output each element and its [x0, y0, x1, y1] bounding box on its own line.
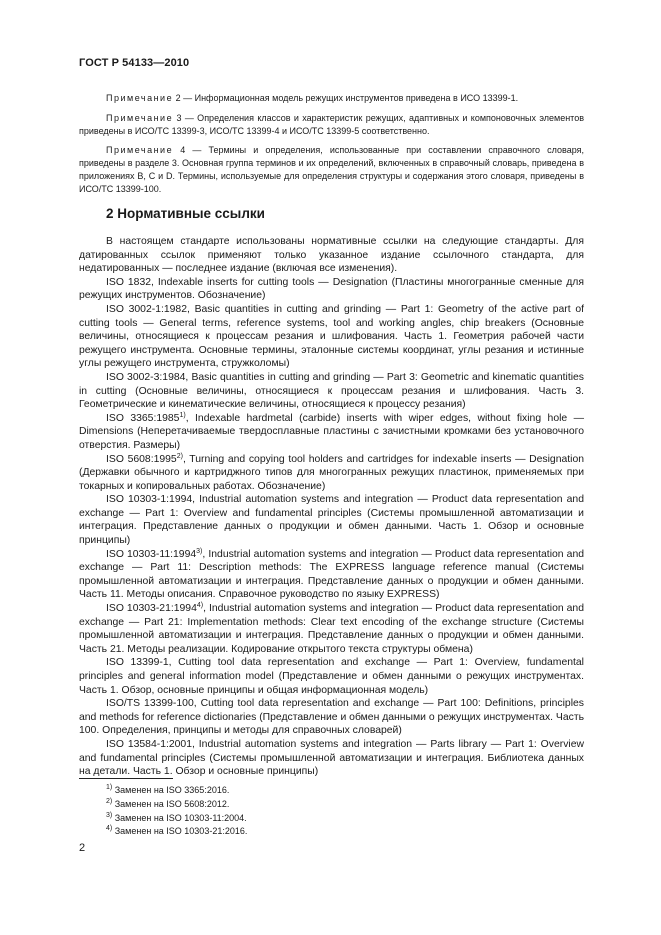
document-header: ГОСТ Р 54133—2010 — [79, 57, 190, 69]
reference-item: ISO 10303-1:1994, Industrial automation systems and integration — Product data representation and exchange — Part 1: Overview and fundamental principles (Системы промышленной автоматизации и интеграция. Представление данных о продукции и обмен данными. Часть 1. Обзор и основные принципы) — [79, 494, 584, 547]
references-body — [79, 235, 584, 779]
note — [79, 112, 584, 138]
note-text: 2 — Информационная модель режущих инструментов приведена в ИСО 13399-1. — [173, 93, 519, 103]
note-label: Примечание — [106, 145, 174, 156]
reference-item — [79, 548, 584, 602]
reference-text: , Turning and copying tool holders and cartridges for indexable inserts — Designation (Державки обычного и картриджного типов для многогранных режущих пластинок, применяемых при токарных и копировальных работах. Обозначение) — [79, 453, 585, 492]
note — [79, 92, 584, 105]
note-label: Примечание — [106, 112, 174, 123]
footnote-mark: 2) — [106, 797, 113, 805]
footnote-ref[interactable]: 4) — [196, 602, 204, 610]
footnote — [106, 812, 247, 826]
reference-item: ISO 13399-1, Cutting tool data representation and exchange — Part 1: Overview, fundamental principles and general information model (Представление и обмен данными о режущих инструментах. Часть 1. Обзор, основные принципы и общая информационная модель) — [79, 657, 584, 696]
note-label: Примечание — [106, 93, 174, 103]
reference-item: ISO 1832, Indexable inserts for cutting tools — Designation (Пластины многогранные сменные для режущих инструментов. Обозначение) — [79, 276, 584, 302]
footnote — [106, 784, 247, 798]
note-text: 3 — Определения классов и характеристик режущих, адаптивных и компоновочных элементов приведены в ИСО/ТС 13399-3, ИСО/ТС 13399-4 и ИСО/ТС 13399-5 соответственно. — [79, 112, 584, 136]
footnotes — [106, 784, 247, 839]
section-title: 2 Нормативные ссылки — [106, 206, 265, 221]
footnote — [106, 825, 247, 839]
page-number: 2 — [79, 842, 86, 854]
reference-item — [79, 412, 584, 453]
footnote-mark: 3) — [106, 811, 113, 819]
reference-code: ISO 5608:1995 — [106, 453, 177, 465]
footnote-mark: 1) — [106, 784, 113, 791]
note — [79, 144, 584, 195]
reference-item: ISO 3002-1:1982, Basic quantities in cutting and grinding — Part 1: Geometry of the active part of cutting tools — General terms, reference systems, tool and working angles, chip breakers (Основные величины, относящиеся к процессам резания и шлифования. Часть 1. Геометрия рабочей части режущего инструмента. Основные термины, эталонные системы координат, углы резания и истинные углы режущего инструмента, стружколомы) — [79, 303, 584, 370]
reference-item: ISO/TS 13399-100, Cutting tool data representation and exchange — Part 100: Definitions, principles and methods for reference dictionaries (Представление и обмен данными о режущих инструментах. Часть 100. Определения, принципы и методы для справочных словарей) — [79, 698, 584, 737]
footnote-ref[interactable]: 3) — [196, 547, 203, 555]
footnote-text: Заменен на ISO 10303-11:2004. — [112, 812, 247, 823]
reference-text: , Indexable hardmetal (carbide) inserts with wiper edges, without fixing hole — Dimensions (Неперетачиваемые твердосплавные пластины с зачистными кромками без установочного отверстия. Размеры) — [79, 412, 585, 451]
reference-item: ISO 3002-3:1984, Basic quantities in cutting and grinding — Part 3: Geometric and kinematic quantities in cutting (Основные величины, относящиеся к процессам резания и шлифования. Часть 3. Геометрические и кинематические величины, относящиеся к процессу резания) — [79, 371, 584, 411]
footnote-divider — [79, 778, 173, 779]
footnote-mark: 4) — [106, 825, 113, 833]
footnote-ref[interactable]: 1) — [179, 411, 186, 419]
reference-code: ISO 10303-11:1994 — [106, 548, 197, 560]
reference-code: ISO 10303-21:1994 — [106, 603, 197, 615]
note-text: 4 — Термины и определения, использованные при составлении справочного словаря, приведены в разделе 3. Основная группа терминов и их определений, включенных в справочный словарь, приведена в приложениях B, C и D. Термины, используемые для определения структуры и содержания этого словаря, приведены в ИСО/ТС 13399-100. — [79, 145, 584, 194]
reference-item: ISO 13584-1:2001, Industrial automation systems and integration — Parts library — Part 1: Overview and fundamental principles (Системы промышленной автоматизации и интеграция. Библиотека данных на детали. Часть 1. Обзор и основные принципы) — [79, 738, 584, 778]
footnote — [106, 798, 247, 812]
reference-code: ISO 3365:1985 — [106, 412, 180, 424]
footnote-text: Заменен на ISO 10303-21:2016. — [112, 826, 248, 837]
reference-item — [79, 602, 584, 656]
paragraph: В настоящем стандарте использованы нормативные ссылки на следующие стандарты. Для датированных ссылок применяют только указанное издание ссылочного стандарта, для недатированных — последнее издание (включая все изменения). — [79, 236, 584, 275]
footnote-ref[interactable]: 2) — [176, 452, 183, 460]
reference-text: , Industrial automation systems and integration — Product data representation and exchange — Part 11: Description methods: The EXPRESS language reference manual (Системы промышленной автоматизации и интеграция. Представление данных о продукции и обмен данными. Часть 11. Методы описания. Справочное руководство по языку EXPRESS) — [79, 548, 584, 601]
footnote-text: Заменен на ISO 5608:2012. — [112, 798, 230, 809]
notes-block — [79, 92, 584, 203]
reference-text: , Industrial automation systems and integration — Product data representation and exchange — Part 21: Implementation methods: Clear text encoding of the exchange structure (Системы промышленной автоматизации и интеграция. Представление данных о продукции и обмен данными. Часть 21. Методы реализации. Кодирование открытого текста структуры обмена) — [79, 603, 584, 655]
reference-item — [79, 453, 584, 494]
footnote-text: Заменен на ISO 3365:2016. — [112, 785, 230, 795]
